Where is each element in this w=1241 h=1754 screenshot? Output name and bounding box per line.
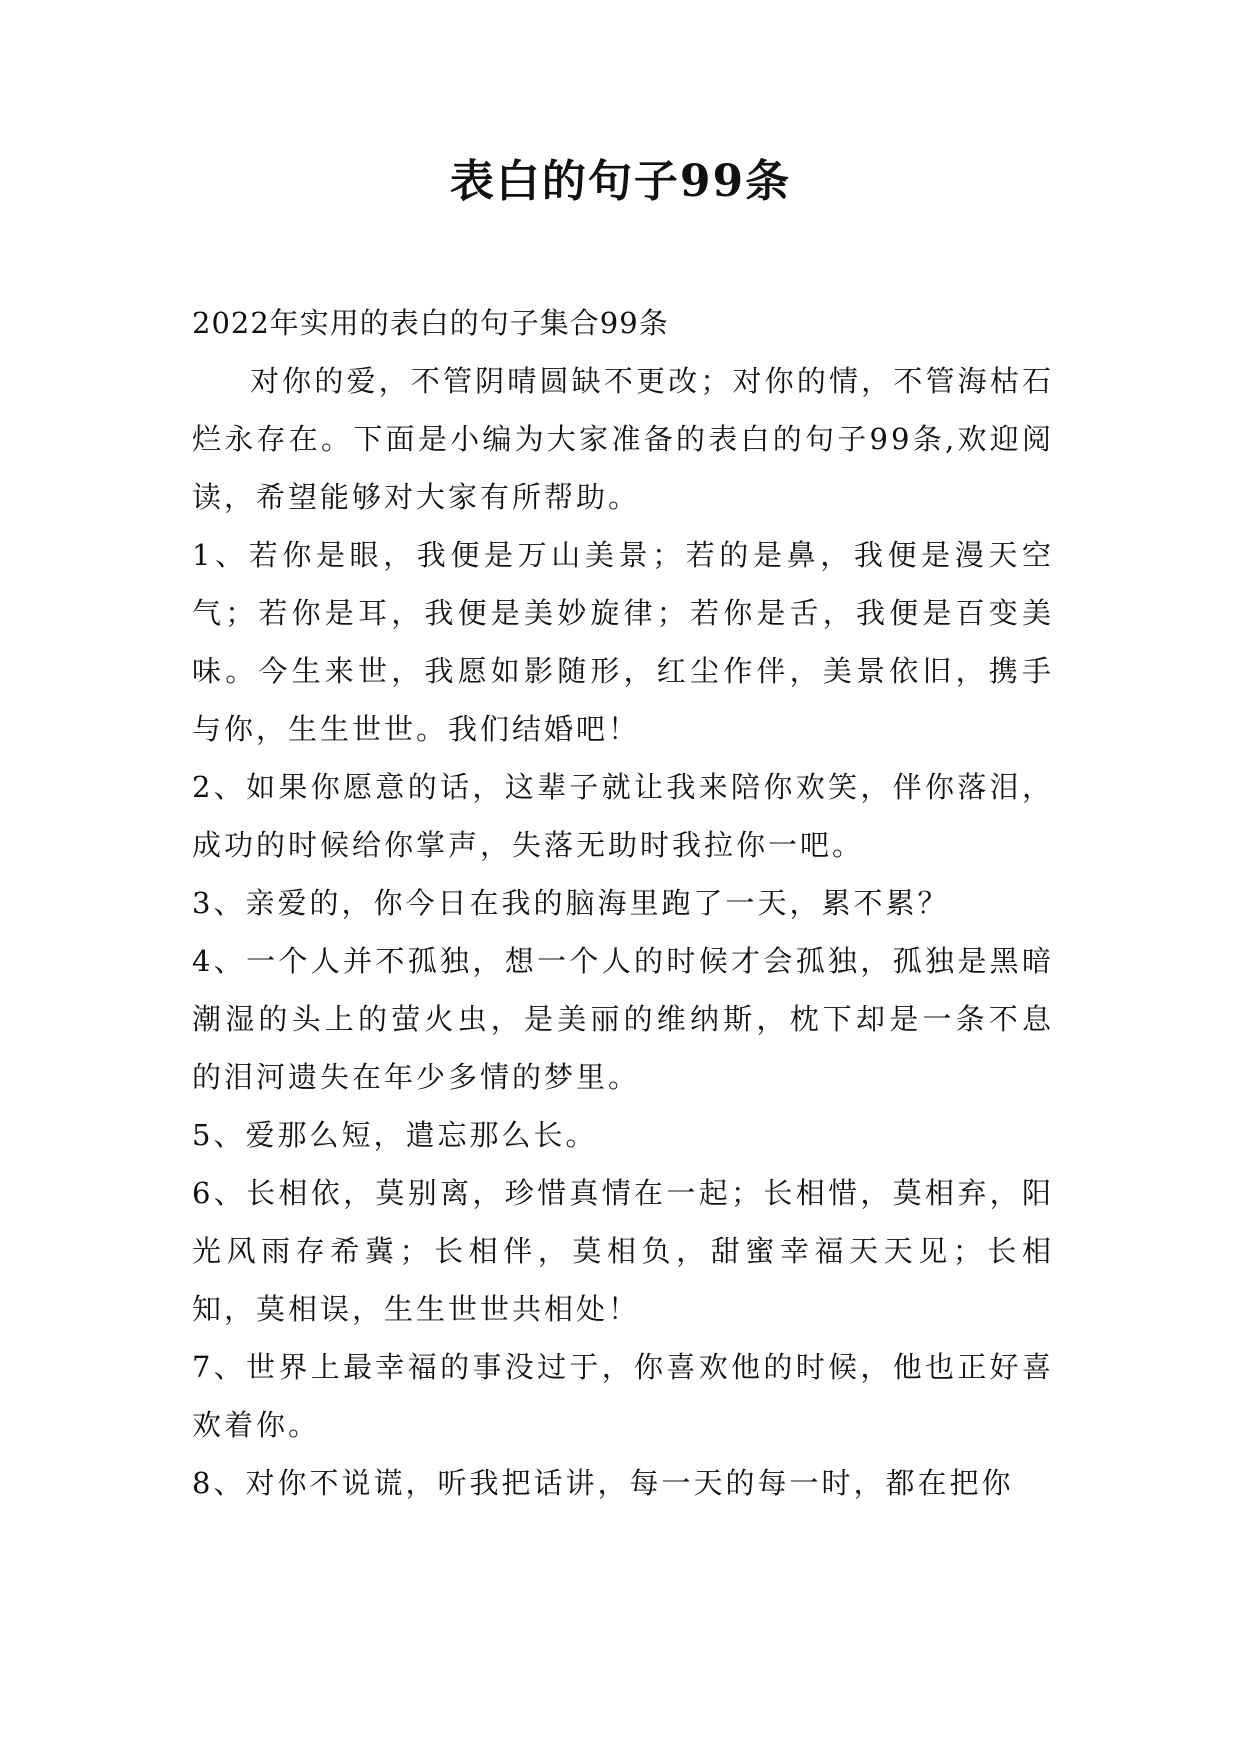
list-item: 5、爱那么短，遣忘那么长。 bbox=[192, 1118, 598, 1152]
list-item: 7、世界上最幸福的事没过于，你喜欢他的时候，他也正好喜欢着你。 bbox=[192, 1350, 1054, 1442]
list-item: 3、亲爱的，你今日在我的脑海里跑了一天，累不累？ bbox=[192, 886, 950, 920]
document-subtitle: 2022年实用的表白的句子集合99条 bbox=[192, 306, 669, 340]
list-item: 2、如果你愿意的话，这辈子就让我来陪你欢笑，伴你落泪，成功的时候给你掌声，失落无助时我拉你一吧。 bbox=[192, 770, 1054, 862]
intro-paragraph: 对你的爱，不管阴晴圆缺不更改；对你的情，不管海枯石烂永存在。下面是小编为大家准备的表白的句子99条,欢迎阅读，希望能够对大家有所帮助。 bbox=[192, 364, 1054, 514]
document-title: 表白的句子99条 bbox=[449, 156, 792, 207]
list-item: 8、对你不说谎，听我把话讲，每一天的每一时，都在把你 bbox=[192, 1466, 1014, 1500]
list-item: 6、长相依，莫别离，珍惜真情在一起；长相惜，莫相弃，阳光风雨存希冀；长相伴，莫相负，甜蜜幸福天天见；长相知，莫相误，生生世世共相处！ bbox=[192, 1176, 1054, 1326]
document-body bbox=[192, 294, 1054, 1512]
list-item: 1、若你是眼，我便是万山美景；若的是鼻，我便是漫天空气；若你是耳，我便是美妙旋律；若你是舌，我便是百变美味。今生来世，我愿如影随形，红尘作伴，美景依旧，携手与你，生生世世。我们结婚吧！ bbox=[192, 538, 1054, 746]
list-item: 4、一个人并不孤独，想一个人的时候才会孤独，孤独是黑暗潮湿的头上的萤火虫，是美丽的维纳斯，枕下却是一条不息的泪河遗失在年少多情的梦里。 bbox=[192, 944, 1054, 1094]
